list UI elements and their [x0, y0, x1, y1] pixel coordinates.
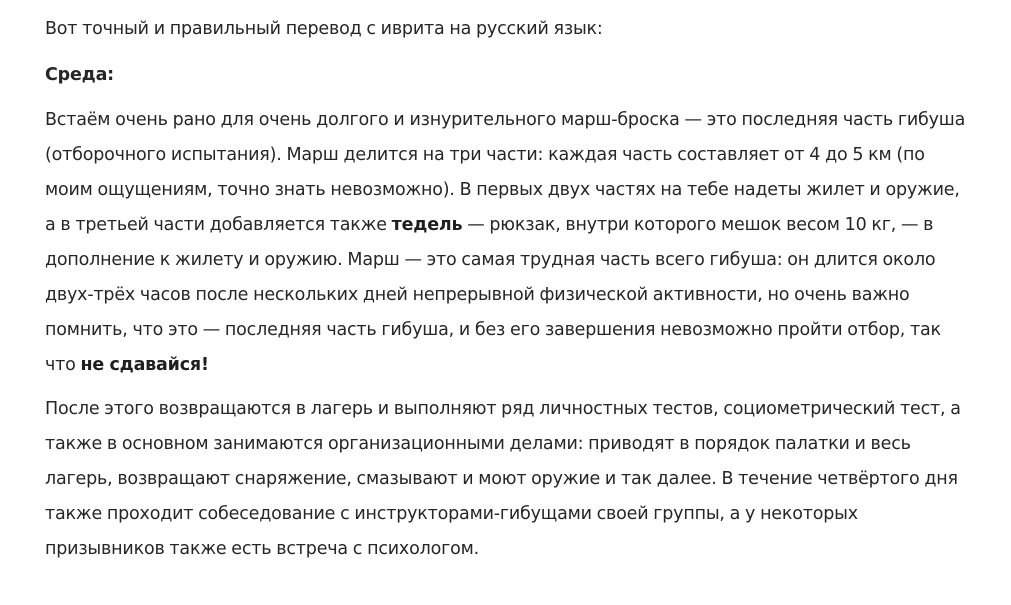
paragraph-text: — рюкзак, внутри которого мешок весом 10 кг, — в дополнение к жилету и оружию. Марш — это самая трудная часть всего гибуша: он длится около двух-трёх часов после нескольких дней непрерывной физической активности, но очень важно помнить, что это — последняя часть гибуша, и без его завершения невозможно пройти отбор, так что — [45, 215, 941, 375]
bold-exclamation: не сдавайся! — [80, 355, 209, 375]
paragraph-camp: После этого возвращаются в лагерь и выполняют ряд личностных тестов, социометрический тест, а также в основном занимаются организационными делами: приводят в порядок палатки и весь лагерь, возвращают снаряжение, смазывают и моют оружие и так далее. В течение четвёртого дня также проходит собеседование с инструкторами-гибущами своей группы, а у некоторых призывников также есть встреча с психологом. — [45, 399, 961, 559]
paragraph-text: Встаём очень рано для очень долгого и изнурительного марш-броска — это последняя часть гибуша (отборочного испытания). Марш делится на три части: каждая часть составляет от 4 до 5 км (по моим ощущениям, точно знать невозможно). В первых двух частях на тебе надеты жилет и оружие, а в третьей части добавляется также — [45, 110, 966, 235]
section-heading: Среда: — [45, 65, 114, 85]
bold-term-tedel: тедель — [391, 215, 463, 235]
paragraph-march — [45, 103, 975, 383]
intro-line: Вот точный и правильный перевод с иврита на русский язык: — [45, 19, 603, 39]
